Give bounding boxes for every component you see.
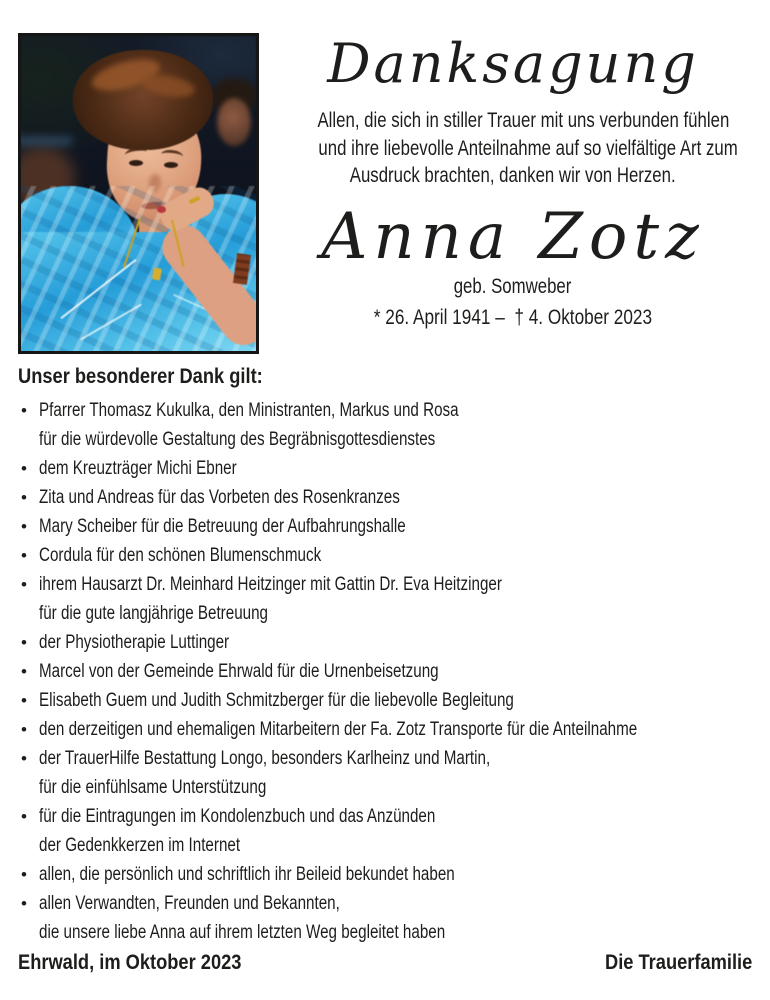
list-item: [18, 744, 760, 802]
thanks-line: allen Verwandten, Freunden und Bekannten,: [39, 893, 340, 914]
thanks-line: der TrauerHilfe Bestattung Longo, besonders Karlheinz und Martin,: [39, 748, 491, 769]
thanks-line: Elisabeth Guem und Judith Schmitzberger für die liebevolle Begleitung: [39, 690, 514, 711]
footer-place-date: Ehrwald, im Oktober 2023: [18, 950, 242, 974]
maiden-name: [266, 275, 760, 299]
life-dates-text: * 26. April 1941 – † 4. Oktober 2023: [373, 305, 653, 330]
bullet-icon: •: [21, 546, 27, 565]
thanks-line: ihrem Hausarzt Dr. Meinhard Heitzinger mit Gattin Dr. Eva Heitzinger: [39, 574, 502, 595]
bullet-icon: •: [21, 488, 27, 507]
deceased-name: Anna Zotz: [321, 199, 705, 274]
bullet-icon: •: [21, 720, 27, 739]
header-column: [266, 28, 760, 330]
list-item: [18, 628, 760, 657]
thanks-line: Mary Scheiber für die Betreuung der Aufbahrungshalle: [39, 516, 406, 537]
intro-text: [266, 107, 760, 190]
intro-line: und ihre liebevolle Anteilnahme auf so vielfältige Art zum: [318, 136, 738, 160]
intro-line: Allen, die sich in stiller Trauer mit uns verbunden fühlen: [317, 109, 730, 133]
photo-fingernail: [157, 206, 166, 213]
list-item: [18, 483, 760, 512]
list-item: [18, 802, 760, 860]
bullet-icon: •: [21, 633, 27, 652]
intro-line: Ausdruck brachten, danken wir von Herzen.: [350, 164, 676, 188]
thanks-line: der Physiotherapie Luttinger: [39, 632, 230, 653]
thanks-line: für die würdevolle Gestaltung des Begräbnisgottesdienstes: [39, 429, 436, 450]
portrait-photo-art: [21, 36, 256, 351]
bullet-icon: •: [21, 575, 27, 594]
bullet-icon: •: [21, 807, 27, 826]
bullet-icon: •: [21, 459, 27, 478]
bullet-icon: •: [21, 401, 27, 420]
list-item: [18, 657, 760, 686]
list-item: [18, 541, 760, 570]
thanks-line: den derzeitigen und ehemaligen Mitarbeitern der Fa. Zotz Transporte für die Anteilnahme: [39, 719, 638, 740]
thanks-line: Cordula für den schönen Blumenschmuck: [39, 545, 322, 566]
thanks-list: [18, 396, 760, 947]
bullet-icon: •: [21, 749, 27, 768]
footer: [18, 950, 752, 975]
bullet-icon: •: [21, 517, 27, 536]
life-dates: [266, 304, 760, 330]
bullet-icon: •: [21, 865, 27, 884]
thanks-line: allen, die persönlich und schriftlich ihr Beileid bekundet haben: [39, 864, 455, 885]
thanks-line: für die Eintragungen im Kondolenzbuch und das Anzünden: [39, 806, 436, 827]
list-item: [18, 512, 760, 541]
photo-background-person-face: [217, 98, 251, 146]
thanks-line: für die einfühlsame Unterstützung: [39, 777, 267, 798]
thanks-line: Marcel von der Gemeinde Ehrwald für die Urnenbeisetzung: [39, 661, 439, 682]
thanks-line: Zita und Andreas für das Vorbeten des Rosenkranzes: [39, 487, 400, 508]
list-item: [18, 715, 760, 744]
list-item: [18, 396, 760, 454]
list-item: [18, 570, 760, 628]
thanks-line: der Gedenkkerzen im Internet: [39, 835, 241, 856]
portrait-photo: [18, 33, 259, 354]
photo-right-eye: [164, 162, 178, 168]
thanks-line: dem Kreuzträger Michi Ebner: [39, 458, 237, 479]
thanks-heading-text: Unser besonderer Dank gilt:: [18, 364, 263, 388]
notice-title: Danksagung: [327, 32, 699, 95]
bullet-icon: •: [21, 894, 27, 913]
list-item: [18, 686, 760, 715]
list-item: [18, 454, 760, 483]
maiden-name-text: geb. Somweber: [454, 275, 572, 299]
thanks-heading: [18, 364, 306, 389]
thanks-line: Pfarrer Thomasz Kukulka, den Ministranten, Markus und Rosa: [39, 400, 459, 421]
bullet-icon: •: [21, 662, 27, 681]
list-item: [18, 860, 760, 889]
thanks-line: die unsere liebe Anna auf ihrem letzten Weg begleitet haben: [39, 922, 446, 943]
photo-left-eye: [129, 160, 143, 166]
list-item: [18, 889, 760, 947]
bullet-icon: •: [21, 691, 27, 710]
thanks-line: für die gute langjährige Betreuung: [39, 603, 269, 624]
footer-signature: Die Trauerfamilie: [604, 950, 752, 974]
photo-table-edge: [18, 136, 73, 146]
